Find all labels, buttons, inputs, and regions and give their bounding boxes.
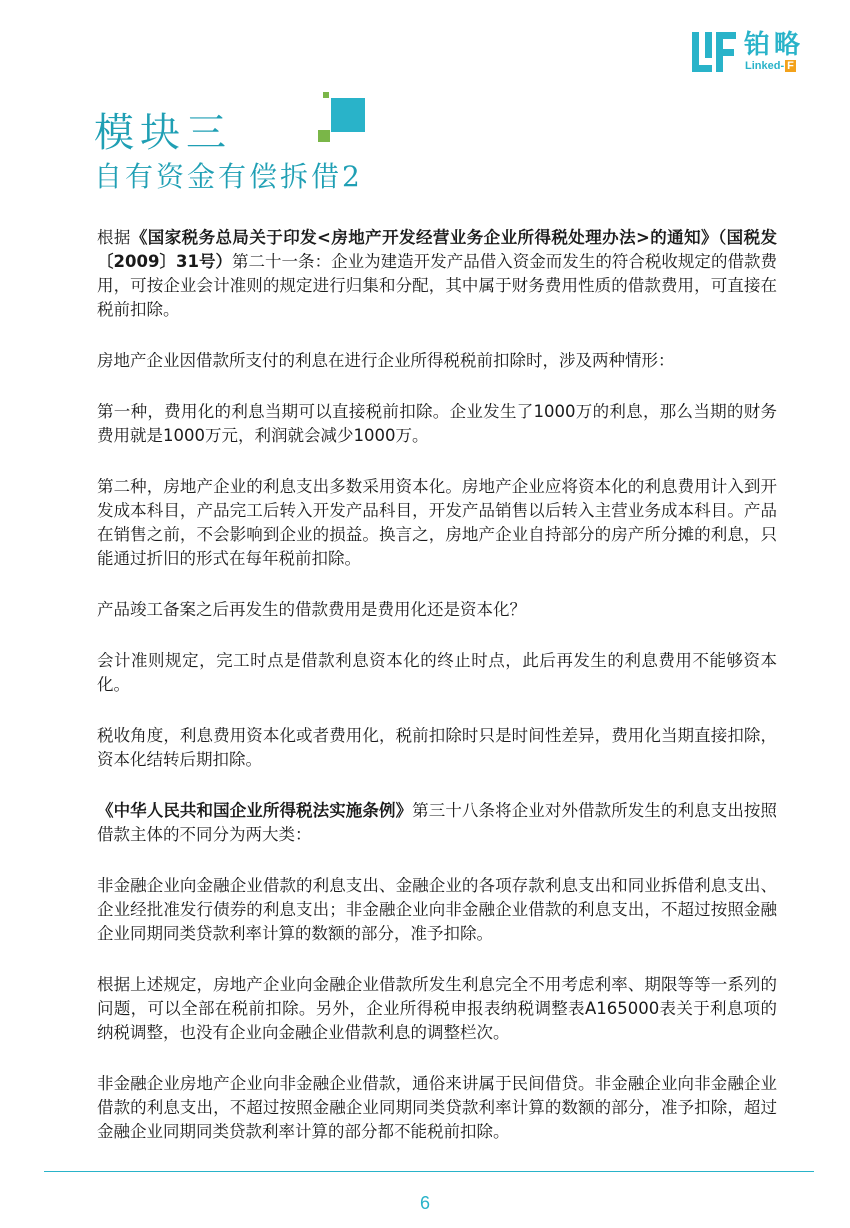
paragraph-11: 非金融企业房地产企业向非金融企业借款，通俗来讲属于民间借贷。非金融企业向非金融企业借款的利息支出，不超过按照金融企业同期同类贷款利率计算的数额的部分，准予扣除，超过金融企业同期同类贷款利率计算的部分都不能税前扣除。 bbox=[97, 1074, 777, 1141]
module-subtitle: 自有资金有偿拆借2 bbox=[94, 160, 363, 193]
logo-f-box: F bbox=[787, 60, 794, 72]
decorative-squares-icon bbox=[318, 92, 368, 144]
logo-mark-icon bbox=[692, 32, 736, 72]
paragraph-1-body: 第二十一条：企业为建造开发产品借入资金而发生的符合税收规定的借款费用，可按企业会计准则的规定进行归集和分配，其中属于财务费用性质的借款费用，可直接在税前扣除。 bbox=[97, 252, 777, 319]
law-reference: 《中华人民共和国企业所得税法实施条例》 bbox=[97, 801, 413, 820]
paragraph-9: 非金融企业向金融企业借款的利息支出、金融企业的各项存款利息支出和同业拆借利息支出、企业经批准发行债券的利息支出；非金融企业向非金融企业借款的利息支出，不超过按照金融企业同期同类贷款利率计算的数额的部分，准予扣除。 bbox=[97, 876, 777, 943]
paragraph-8 bbox=[97, 799, 777, 847]
paragraph-5: 产品竣工备案之后再发生的借款费用是费用化还是资本化？ bbox=[97, 600, 526, 619]
logo-text-en: Linked- F bbox=[745, 60, 794, 72]
paragraph-10: 根据上述规定，房地产企业向金融企业借款所发生利息完全不用考虑利率、期限等等一系列的问题，可以全部在税前扣除。另外，企业所得税申报表纳税调整表A165000表关于利息项的纳税调整，也没有企业向金融企业借款利息的调整栏次。 bbox=[97, 975, 777, 1042]
footer-divider bbox=[44, 1171, 814, 1172]
regulation-reference: 《国家税务总局关于印发<房地产开发经营业务企业所得税处理办法>的通知》（国税发〔2009〕31号） bbox=[97, 228, 777, 271]
paragraph-1-lead: 根据 bbox=[97, 228, 131, 247]
paragraph-3: 第一种，费用化的利息当期可以直接税前扣除。企业发生了1000万的利息，那么当期的财务费用就是1000万元，利润就会减少1000万。 bbox=[97, 402, 777, 445]
page-number: 6 bbox=[419, 1193, 430, 1213]
paragraph-1 bbox=[97, 226, 777, 322]
paragraph-7: 税收角度，利息费用资本化或者费用化，税前扣除时只是时间性差异，费用化当期直接扣除，资本化结转后期扣除。 bbox=[97, 726, 777, 769]
brand-logo bbox=[692, 30, 822, 74]
paragraph-8-body: 第三十八条将企业对外借款所发生的利息支出按照借款主体的不同分为两大类： bbox=[97, 801, 778, 844]
paragraph-4: 第二种，房地产企业的利息支出多数采用资本化。房地产企业应将资本化的利息费用计入到开发成本科目，产品完工后转入开发产品科目，开发产品销售以后转入主营业务成本科目。产品在销售之前，不会影响到企业的损益。换言之，房地产企业自持部分的房产所分摊的利息，只能通过折旧的形式在每年税前扣除。 bbox=[97, 477, 777, 568]
body-content bbox=[97, 226, 777, 1171]
paragraph-2: 房地产企业因借款所支付的利息在进行企业所得税税前扣除时，涉及两种情形： bbox=[97, 351, 675, 370]
module-title: 模块三 bbox=[94, 110, 232, 156]
paragraph-6: 会计准则规定，完工时点是借款利息资本化的终止时点，此后再发生的利息费用不能够资本化。 bbox=[97, 651, 777, 694]
logo-text-cn: 铂略 bbox=[744, 30, 805, 60]
